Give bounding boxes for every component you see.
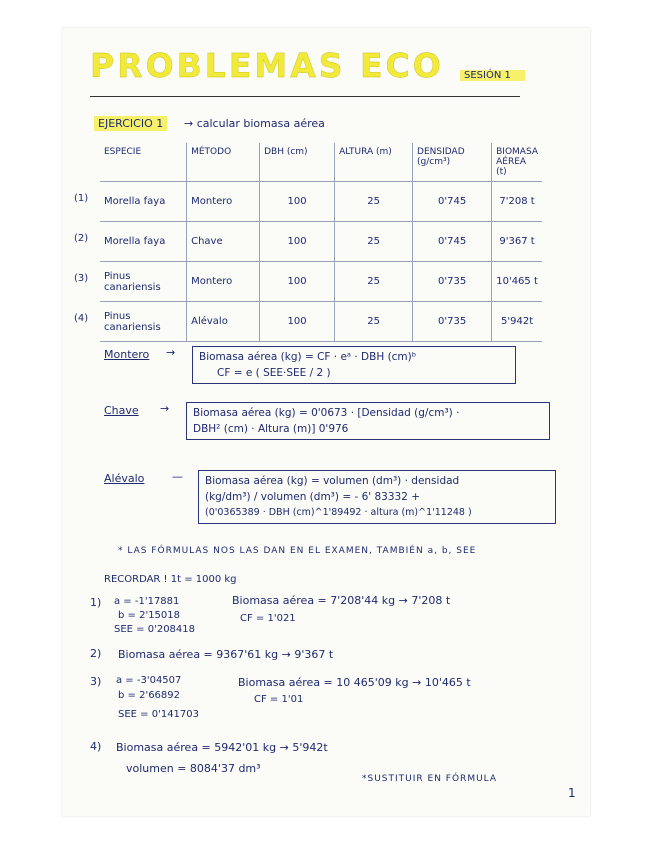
formula-label-montero: Montero: [104, 348, 150, 361]
solution-b: b = 2'66892: [118, 690, 181, 701]
exercise-label: EJERCICIO 1: [94, 116, 167, 131]
solution-a: a = -3'04507: [116, 675, 182, 686]
solution-result: Biomasa aérea = 7'208'44 kg → 7'208 t: [232, 594, 451, 607]
formula-box-alevalo: [198, 470, 556, 524]
solution-result: Biomasa aérea = 9367'61 kg → 9'367 t: [118, 648, 334, 661]
cell-method: Chave: [187, 222, 260, 262]
formula-line: Biomasa aérea (kg) = CF · eᵃ · DBH (cm)ᵇ: [199, 351, 417, 363]
header-height: ALTURA (m): [335, 143, 413, 182]
cell-dbh: 100: [260, 222, 335, 262]
table-row: [100, 182, 542, 222]
cell-species: Morella faya: [100, 222, 187, 262]
cell-biomass: 5'942t: [492, 302, 542, 342]
solution-result: Biomasa aérea = 5942'01 kg → 5'942t: [116, 741, 328, 754]
header-density: DENSIDAD (g/cm³): [413, 143, 492, 182]
header-biomass: BIOMASA AÉREA (t): [492, 143, 542, 182]
cell-method: Montero: [187, 182, 260, 222]
cell-height: 25: [335, 302, 413, 342]
cell-density: 0'745: [413, 222, 492, 262]
cell-dbh: 100: [260, 262, 335, 302]
formula-box-montero: [192, 346, 516, 384]
table-header-row: [100, 143, 542, 182]
cell-height: 25: [335, 182, 413, 222]
cell-dbh: 100: [260, 302, 335, 342]
row-number: (2): [74, 233, 89, 244]
solution-a: a = -1'17881: [114, 596, 180, 607]
cell-height: 25: [335, 222, 413, 262]
cell-method: Alévalo: [187, 302, 260, 342]
formula-line: (0'0365389 · DBH (cm)^1'89492 · altura (m)^1'11248 ): [205, 507, 472, 518]
cell-biomass: 10'465 t: [492, 262, 542, 302]
solution-number: 1): [90, 596, 102, 609]
formula-line: (kg/dm³) / volumen (dm³) = - 6' 83332 +: [205, 491, 421, 503]
cell-species: Pinus canariensis: [100, 262, 187, 302]
exam-note: * LAS FÓRMULAS NOS LAS DAN EN EL EXAMEN, TAMBIÉN a, b, SEE: [118, 546, 477, 556]
formula-box-chave: [186, 402, 550, 440]
formula-line: DBH² (cm) · Altura (m)] 0'976: [193, 423, 349, 435]
formula-line: Biomasa aérea (kg) = 0'0673 · [Densidad (g/cm³) ·: [193, 407, 460, 419]
header-species: ESPECIE: [100, 143, 187, 182]
reminder-text: RECORDAR ! 1t = 1000 kg: [104, 574, 237, 585]
row-number: (1): [74, 193, 89, 204]
formula-line: Biomasa aérea (kg) = volumen (dm³) · densidad: [205, 475, 460, 487]
table-row: [100, 262, 542, 302]
header-dbh: DBH (cm): [260, 143, 335, 182]
arrow-icon: →: [160, 402, 170, 415]
formula-label-alevalo: Alévalo: [104, 472, 145, 485]
cell-method: Montero: [187, 262, 260, 302]
cell-density: 0'745: [413, 182, 492, 222]
cell-density: 0'735: [413, 302, 492, 342]
solution-b: b = 2'15018: [118, 610, 181, 621]
arrow-icon: —: [172, 470, 183, 483]
exercise-description: → calcular biomasa aérea: [184, 117, 325, 130]
header-method: MÉTODO: [187, 143, 260, 182]
solution-cf: CF = 1'01: [254, 694, 304, 705]
solution-cf: CF = 1'021: [240, 613, 296, 624]
page-title: PROBLEMAS ECO: [90, 46, 444, 85]
solution-number: 3): [90, 675, 102, 688]
title-underline: [90, 96, 520, 97]
page-number: 1: [568, 786, 576, 800]
formula-label-chave: Chave: [104, 404, 139, 417]
cell-dbh: 100: [260, 182, 335, 222]
solution-result: Biomasa aérea = 10 465'09 kg → 10'465 t: [238, 676, 471, 689]
row-number: (3): [74, 273, 89, 284]
data-table: [100, 143, 542, 342]
notebook-page: [62, 28, 590, 816]
solution-number: 2): [90, 647, 102, 660]
cell-species: Morella faya: [100, 182, 187, 222]
cell-biomass: 9'367 t: [492, 222, 542, 262]
cell-density: 0'735: [413, 262, 492, 302]
cell-biomass: 7'208 t: [492, 182, 542, 222]
cell-species: Pinus canariensis: [100, 302, 187, 342]
substitute-note: *SUSTITUIR EN FÓRMULA: [362, 774, 498, 784]
arrow-icon: →: [166, 346, 176, 359]
session-label: SESIÓN 1: [460, 70, 525, 81]
table-row: [100, 302, 542, 342]
formula-line: CF = e ( SEE·SEE / 2 ): [217, 367, 331, 379]
cell-height: 25: [335, 262, 413, 302]
solution-see: SEE = 0'141703: [118, 709, 200, 720]
solution-number: 4): [90, 740, 102, 753]
row-number: (4): [74, 313, 89, 324]
solution-see: SEE = 0'208418: [114, 624, 196, 635]
table-row: [100, 222, 542, 262]
solution-volume: volumen = 8084'37 dm³: [126, 762, 261, 775]
